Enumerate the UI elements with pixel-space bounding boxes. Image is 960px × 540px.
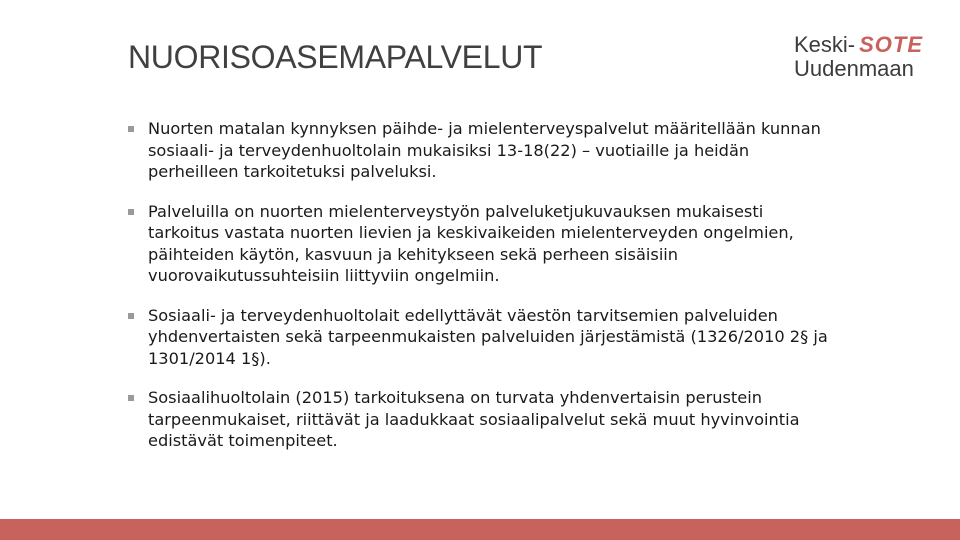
bullet-item — [128, 305, 828, 370]
bullet-item — [128, 201, 828, 287]
bullet-text: Nuorten matalan kynnyksen päihde- ja mielenterveyspalvelut määritellään kunnan sosiaali- ja terveydenhuoltolain mukaisiksi 13-18(22) – vuotiaille ja heidän perheilleen tarkoitetuksi palveluksi. — [148, 119, 821, 181]
bullet-item — [128, 118, 828, 183]
slide-title: NUORISOASEMAPALVELUT — [128, 39, 543, 75]
logo-text-keski: Keski- — [794, 32, 856, 57]
square-bullet-icon — [128, 313, 134, 319]
bullet-text: Sosiaali- ja terveydenhuoltolait edellyttävät väestön tarvitsemien palveluiden yhdenvertaisten sekä tarpeenmukaisten palveluiden järjestämistä (1326/2010 2§ ja 1301/2014 1§). — [148, 305, 828, 368]
footer-accent-bar — [0, 519, 960, 540]
bullet-text: Palveluilla on nuorten mielenterveystyön palveluketjukuvauksen mukaisesti tarkoitus vastata nuorten lievien ja keskivaikeiden mielenterveyden ongelmien, päihteiden käytön, kasvuun ja kehitykseen sekä perheen sisäisiin vuorovaikutussuhteisiin liittyviin ongelmiin. — [148, 201, 794, 285]
square-bullet-icon — [128, 395, 134, 401]
bullet-list — [128, 118, 828, 452]
keski-uudenmaan-sote-logo — [794, 32, 944, 84]
bullet-item — [128, 387, 828, 452]
logo-text-sote: SOTE — [859, 32, 924, 57]
square-bullet-icon — [128, 126, 134, 132]
bullet-text: Sosiaalihuoltolain (2015) tarkoituksena on turvata yhdenvertaisin perustein tarpeenmukaiset, riittävät ja laadukkaat sosiaalipalvelut sekä muut hyvinvointia edistävät toimenpiteet. — [148, 388, 800, 450]
square-bullet-icon — [128, 209, 134, 215]
logo-text-uudenmaan: Uudenmaan — [794, 56, 914, 81]
